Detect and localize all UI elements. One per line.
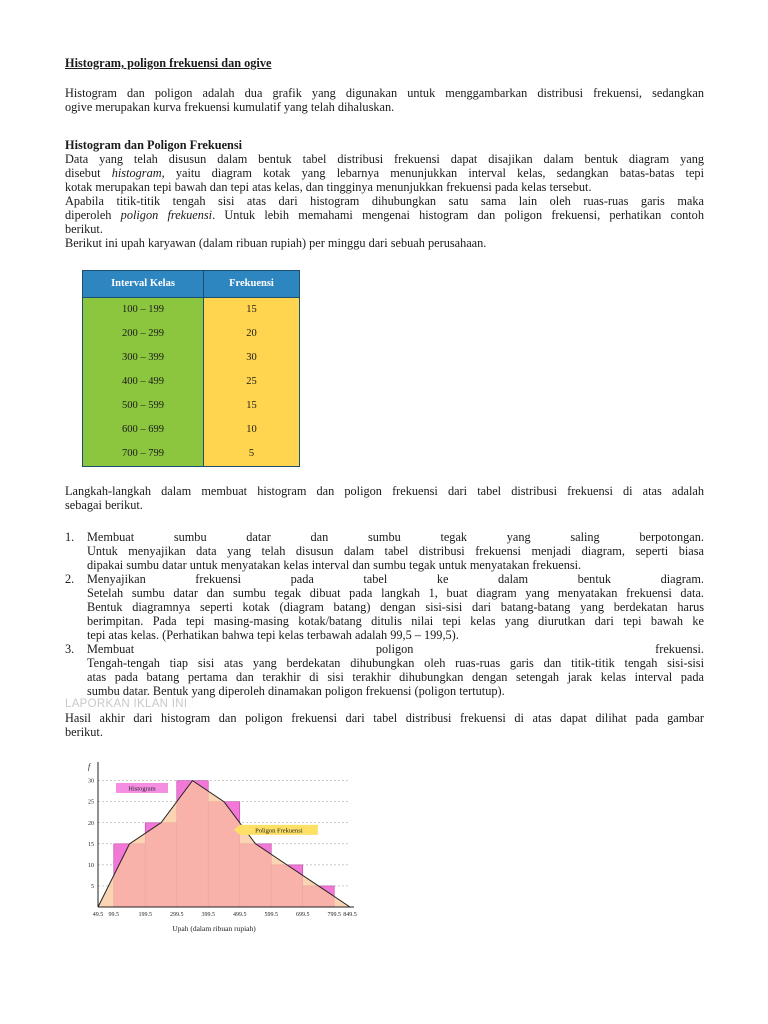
polygon-label: Poligon Frekuensi <box>255 827 303 835</box>
table-row <box>83 346 300 370</box>
step-number: 3. <box>65 642 75 656</box>
x-tick-label: 599.5 <box>264 912 278 918</box>
histogram-chart <box>70 760 370 945</box>
x-axis-label: Upah (dalam ribuan rupiah) <box>172 924 256 933</box>
table-cell-frekuensi: 15 <box>204 298 300 323</box>
x-tick-label: 799.5 <box>327 912 341 918</box>
table-row <box>83 370 300 394</box>
step-1-line: Untuk menyajikan data yang telah disusun dalam tabel distribusi frekuensi menjadi diagram, seperti biasa <box>87 544 704 558</box>
table-row <box>83 322 300 346</box>
y-tick-label: 10 <box>88 862 94 869</box>
para2-line-1: Apabila titik-titik tengah sisi atas dari histogram dihubungkan satu sama lain oleh ruas-ruas garis maka <box>65 194 704 208</box>
steps-intro-line-1: Langkah-langkah dalam membuat histogram dan poligon frekuensi dari tabel distribusi frekuensi di atas adalah <box>65 484 704 498</box>
table-cell-frekuensi: 15 <box>204 394 300 418</box>
table-cell-frekuensi: 10 <box>204 418 300 442</box>
step-number: 1. <box>65 530 75 544</box>
table-row <box>83 298 300 323</box>
step-3-line: Tengah-tengah tiap sisi atas yang berdekatan dihubungkan oleh ruas-ruas garis dan titik-titik tengah sisi-sisi <box>87 656 704 670</box>
step-3-heading: Membuat poligon frekuensi. <box>87 642 704 656</box>
x-tick-label: 99.5 <box>108 912 119 918</box>
step-3-line: sumbu datar. Bentuk yang diperoleh dinamakan poligon frekuensi (poligon tertutup). <box>87 684 505 698</box>
report-ad-link[interactable]: LAPORKAN IKLAN INI <box>65 698 188 710</box>
y-tick-label: 15 <box>88 841 94 848</box>
step-1-heading: Membuat sumbu datar dan sumbu tegak yang saling berpotongan. <box>87 530 704 544</box>
step-2-line: Bentuk diagramnya seperti kotak (diagram batang) dengan sisi-sisi dari batang-batang yang berdekatan harus <box>87 600 704 614</box>
section-heading: Histogram dan Poligon Frekuensi <box>65 138 243 152</box>
table-cell-interval: 100 – 199 <box>83 298 204 323</box>
x-tick-label: 299.5 <box>170 912 184 918</box>
x-tick-label: 49.5 <box>92 912 104 918</box>
step-2-line: Setelah sumbu datar dan sumbu tegak dibuat pada langkah 1, buat diagram yang menyatakan frekuensi data. <box>87 586 704 600</box>
y-axis-label: f <box>88 762 91 771</box>
table-row <box>83 442 300 467</box>
table-row <box>83 394 300 418</box>
para1-line-3: kotak merupakan tepi bawah dan tepi atas kelas, dan tingginya menunjukkan frekuensi pada kelas tersebut. <box>65 180 592 194</box>
x-tick-label: 849.5 <box>343 912 357 918</box>
table-cell-interval: 400 – 499 <box>83 370 204 394</box>
intro-line-2: ogive merupakan kurva frekuensi kumulatif yang telah dihaluskan. <box>65 100 395 114</box>
para1-line-1: Data yang telah disusun dalam bentuk tabel distribusi frekuensi dapat disajikan dalam bentuk diagram yang <box>65 152 704 166</box>
para2-line-2: diperoleh poligon frekuensi. Untuk lebih memahami mengenai histogram dan poligon frekuensi, perhatikan contoh <box>65 208 704 222</box>
para1-line-2: disebut histogram, yaitu diagram kotak yang lebarnya menunjukkan interval kelas, sedangkan batas-batas tepi <box>65 166 704 180</box>
steps-intro-line-2: sebagai berikut. <box>65 498 143 512</box>
step-3-line: atas pada batang pertama dan terakhir di sisi terakhir dihubungkan dengan setengah jarak kelas interval pada <box>87 670 704 684</box>
step-2-heading: Menyajikan frekuensi pada tabel ke dalam bentuk diagram. <box>87 572 704 586</box>
step-2-line: berimpitan. Pada tepi masing-masing kotak/batang ditulis nilai tepi kelas yang diurutkan dari tepi bawah ke <box>87 614 704 628</box>
intro-line-1: Histogram dan poligon adalah dua grafik yang digunakan untuk menggambarkan distribusi frekuensi, sedangkan <box>65 86 704 100</box>
frequency-table <box>82 270 300 467</box>
y-tick-label: 30 <box>88 778 94 785</box>
table-cell-frekuensi: 20 <box>204 322 300 346</box>
table-cell-interval: 600 – 699 <box>83 418 204 442</box>
y-tick-label: 25 <box>88 799 94 806</box>
y-tick-label: 5 <box>91 883 94 890</box>
table-header-interval: Interval Kelas <box>83 271 204 298</box>
page-title: Histogram, poligon frekuensi dan ogive <box>65 56 272 70</box>
y-tick-label: 20 <box>88 820 94 827</box>
table-cell-interval: 700 – 799 <box>83 442 204 467</box>
table-cell-interval: 300 – 399 <box>83 346 204 370</box>
x-tick-label: 399.5 <box>201 912 215 918</box>
table-cell-interval: 500 – 599 <box>83 394 204 418</box>
table-cell-interval: 200 – 299 <box>83 322 204 346</box>
para2-line-3: berikut. <box>65 222 103 236</box>
result-line-1: Hasil akhir dari histogram dan poligon frekuensi dari tabel distribusi frekuensi di atas dapat dilihat pada gambar <box>65 711 704 725</box>
histogram-label: Histogram <box>128 785 156 793</box>
step-number: 2. <box>65 572 75 586</box>
table-cell-frekuensi: 30 <box>204 346 300 370</box>
table-row <box>83 418 300 442</box>
para3: Berikut ini upah karyawan (dalam ribuan rupiah) per minggu dari sebuah perusahaan. <box>65 236 487 250</box>
result-line-2: berikut. <box>65 725 103 739</box>
table-header-frekuensi: Frekuensi <box>204 271 300 298</box>
step-2-line: tepi atas kelas. (Perhatikan bahwa tepi kelas terbawah adalah 99,5 – 199,5). <box>87 628 459 642</box>
x-tick-label: 199.5 <box>138 912 152 918</box>
table-cell-frekuensi: 25 <box>204 370 300 394</box>
x-tick-label: 699.5 <box>296 912 310 918</box>
x-tick-label: 499.5 <box>233 912 247 918</box>
step-1-line: dipakai sumbu datar untuk menyatakan kelas interval dan sumbu tegak untuk menyatakan frekuensi. <box>87 558 582 572</box>
table-cell-frekuensi: 5 <box>204 442 300 467</box>
polygon-area <box>98 781 350 907</box>
